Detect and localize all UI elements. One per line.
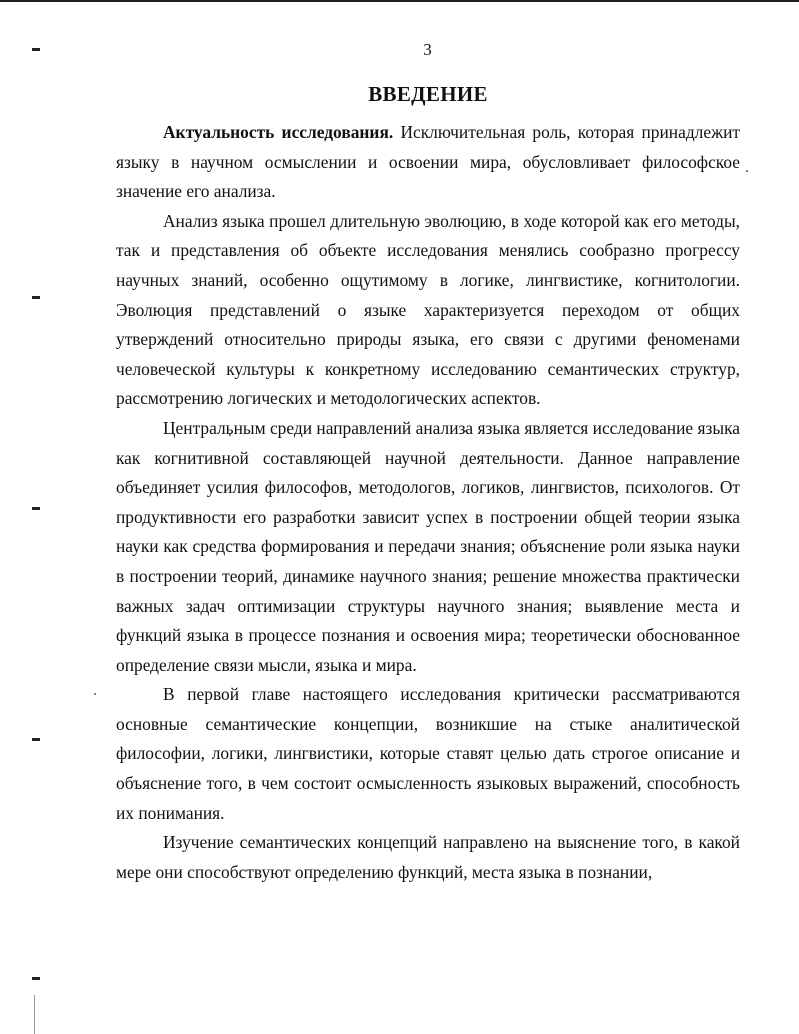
- scan-margin-mark: [32, 738, 40, 741]
- paragraph-relevance: [116, 118, 740, 207]
- scan-margin-mark: [32, 507, 40, 510]
- paragraph-central-direction: Центральным среди направлений анализа языка является исследование языка как когнитивной составляющей научной деятельности. Данное направление объединяет усилия философов, методологов, логиков, лингвистов, психологов. От продуктивности его разработки зависит успех в построении общей теории языка науки как средства формирования и передачи знания; объяснение роли языка науки в построении теорий, динамике научного знания; решение множества практически важных задач оптимизации структуры научного знания; выявление места и функций языка в процессе познания и освоения мира; теоретически обоснованное определение связи мысли, языка и мира.: [116, 417, 740, 675]
- paragraph-first-chapter: В первой главе настоящего исследования критически рассматриваются основные семантические концепции, возникшие на стыке аналитической философии, логики, лингвистики, которые ставят целью дать строгое описание и объяснение того, в чем состоит осмысленность языковых выражений, способность их понимания.: [116, 684, 740, 823]
- scan-margin-mark: [32, 977, 40, 980]
- page-number: 3: [423, 40, 432, 59]
- page-title: ВВЕДЕНИЕ: [368, 82, 488, 106]
- binding-edge-line: [34, 995, 35, 1034]
- document-body: [116, 118, 740, 887]
- scan-margin-mark: [32, 296, 40, 299]
- page-top-border: [0, 0, 799, 2]
- paragraph-text: Исключительная роль, которая принадлежит языку в научном осмыслении и освоении мира, обусловливает философское значение его анализа.: [116, 122, 741, 202]
- paragraph-evolution: Анализ языка прошел длительную эволюцию, в ходе которой как его методы, так и представления об объекте исследования менялись сообразно прогрессу научных знаний, особенно ощутимому в логике, лингвистике, когнитологии. Эволюция представлений о языке характеризуется переходом от общих утверждений относительно природы языка, его связи с другими феноменами человеческой культуры к конкретному исследованию семантических структур, рассмотрению логических и методологических аспектов.: [116, 210, 740, 409]
- scan-speck: [94, 693, 96, 695]
- paragraph-semantic-study: Изучение семантических концепций направлено на выяснение того, в какой мере они способствуют определению функций, места языка в познании,: [116, 832, 740, 882]
- paragraph-lead: Актуальность исследования.: [163, 122, 394, 142]
- scan-speck: [746, 170, 748, 172]
